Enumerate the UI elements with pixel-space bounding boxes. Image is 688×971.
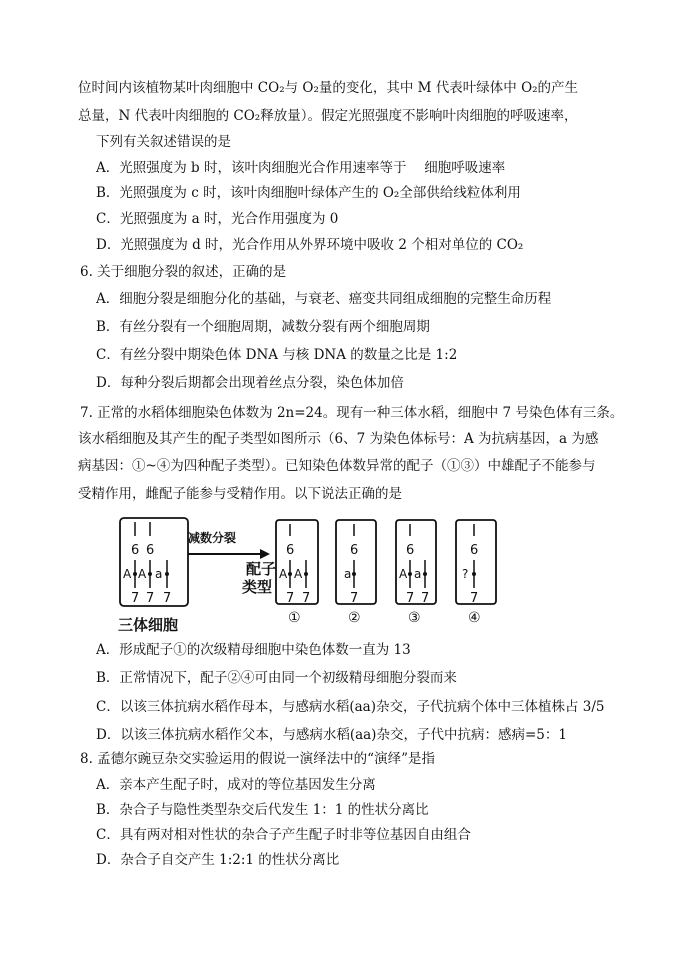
q6-option-c: C．有丝分裂中期染色体 DNA 与核 DNA 的数量之比是 1:2 (96, 347, 458, 363)
q8-option-c: C．具有两对相对性状的杂合子产生配子时非等位基因自由组合 (96, 827, 471, 843)
q8-option-b: B．杂合子与隐性类型杂交后代发生 1：1 的性状分离比 (96, 802, 429, 818)
q6-option-b: B．有丝分裂有一个细胞周期，减数分裂有两个细胞周期 (96, 319, 430, 335)
q7-option-a: A．形成配子①的次级精母细胞中染色体数一直为 13 (96, 642, 411, 658)
cell-chr7-label-1: 7 (131, 591, 140, 606)
q5-stem-line-1: 位时间内该植物某叶肉细胞中 CO₂与 O₂量的变化，其中 M 代表叶绿体中 O₂的产生 (78, 80, 579, 96)
g1-chr7-label-2: 7 (302, 591, 311, 606)
q7-stem-line-1: 7. 正常的水稻体细胞染色体数为 2n=24。现有一种三体水稻，细胞中 7 号染色体有三条。 (80, 405, 624, 421)
g3-chr6-label: 6 (406, 543, 415, 558)
gamete-1 (276, 520, 318, 626)
gamete-type-label-2: 类型 (242, 578, 273, 596)
cell-chr6-label-1: 6 (131, 543, 140, 558)
g3-gene-A: A (399, 567, 408, 581)
cell-gene-a: a (155, 567, 163, 581)
g3-gene-a: a (414, 567, 422, 581)
q8-option-a: A．亲本产生配子时，成对的等位基因发生分离 (96, 777, 376, 793)
g1-gene-A-2: A (294, 567, 303, 581)
gamete-3 (396, 520, 436, 626)
q7-option-c: C．以该三体抗病水稻作母本，与感病水稻(aa)杂交，子代抗病个体中三体植株占 3/5 (96, 699, 605, 715)
q6-option-a: A．细胞分裂是细胞分化的基础，与衰老、癌变共同组成细胞的完整生命历程 (96, 291, 552, 307)
q7-stem-line-4: 受精作用，雌配子能参与受精作用。以下说法正确的是 (78, 486, 402, 502)
q7-option-b: B．正常情况下，配子②④可由同一个初级精母细胞分裂而来 (96, 670, 457, 686)
chromosome-diagram (110, 512, 510, 637)
gamete-2 (336, 520, 376, 626)
meiosis-arrow (188, 530, 276, 596)
g2-chr7-label: 7 (350, 591, 359, 606)
q8-stem: 8. 孟德尔豌豆杂交实验运用的假说一演绎法中的“演绎”是指 (80, 751, 435, 767)
g1-number: ① (288, 610, 301, 626)
meiosis-label: 减数分裂 (188, 531, 237, 545)
q7-stem-line-2: 该水稻细胞及其产生的配子类型如图所示（6、7 为染色体标号：A 为抗病基因，a 为感 (78, 431, 599, 447)
q6-stem: 6. 关于细胞分裂的叙述，正确的是 (80, 264, 287, 280)
q7-option-d: D．以该三体抗病水稻作父本，与感病水稻(aa)杂交，子代中抗病：感病=5：1 (96, 727, 567, 743)
g4-chr6-label: 6 (470, 543, 479, 558)
cell-gene-A-1: A (123, 567, 132, 581)
gamete-4 (456, 520, 496, 626)
q5-stem-line-2: 总量，N 代表叶肉细胞的 CO₂释放量）。假定光照强度不影响叶肉细胞的呼吸速率， (78, 108, 578, 124)
g1-chr6-label: 6 (286, 543, 295, 558)
q5-stem-line-3: 下列有关叙述错误的是 (96, 134, 231, 150)
cell-gene-A-2: A (138, 567, 147, 581)
q8-option-d: D．杂合子自交产生 1:2:1 的性状分离比 (96, 852, 340, 868)
cell-chr7-label-2: 7 (146, 591, 155, 606)
trisomic-cell (118, 518, 188, 634)
g1-chr7-label-1: 7 (286, 591, 295, 606)
q7-stem-line-3: 病基因：①~④为四种配子类型）。已知染色体数异常的配子（①③）中雄配子不能参与 (78, 458, 596, 474)
g3-chr7-label-2: 7 (421, 591, 430, 606)
g4-gene-unknown: ? (462, 567, 469, 581)
g4-number: ④ (468, 610, 481, 626)
g2-chr6-label: 6 (350, 543, 359, 558)
q6-option-d: D．每种分裂后期都会出现着丝点分裂，染色体加倍 (96, 375, 404, 391)
g1-gene-A-1: A (279, 567, 288, 581)
g3-chr7-label-1: 7 (406, 591, 415, 606)
g2-number: ② (348, 610, 361, 626)
q5-option-a: A．光照强度为 b 时，该叶肉细胞光合作用速率等于 细胞呼吸速率 (96, 160, 506, 176)
cell-chr7-label-3: 7 (163, 591, 172, 606)
cell-chr6-label-2: 6 (146, 543, 155, 558)
q5-option-c: C．光照强度为 a 时，光合作用强度为 0 (96, 211, 339, 227)
gamete-type-label-1: 配子 (246, 560, 277, 578)
q5-option-b: B．光照强度为 c 时，该叶肉细胞叶绿体产生的 O₂全部供给线粒体利用 (96, 185, 521, 201)
g2-gene-a: a (344, 567, 352, 581)
g3-number: ③ (408, 610, 421, 626)
q5-option-d: D．光照强度为 d 时，光合作用从外界环境中吸收 2 个相对单位的 CO₂ (96, 237, 524, 253)
trisomic-cell-label: 三体细胞 (118, 616, 179, 634)
g4-chr7-label: 7 (470, 591, 479, 606)
